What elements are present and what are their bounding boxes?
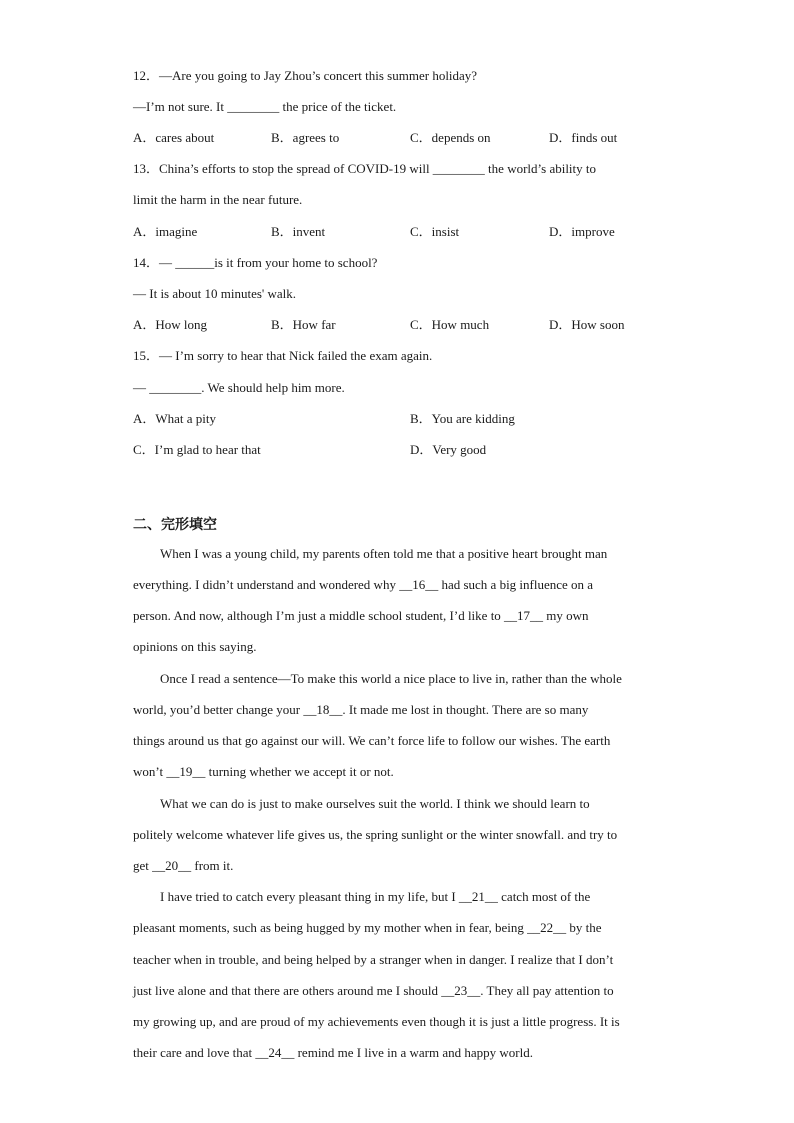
- passage-line: Once I read a sentence—To make this world a nice place to live in, rather than the whole: [160, 671, 622, 686]
- question-15-stem: 15．— I’m sorry to hear that Nick failed the exam again.: [133, 348, 433, 363]
- passage-line: When I was a young child, my parents often told me that a positive heart brought man: [160, 546, 608, 561]
- question-13-option-a[interactable]: A．imagine: [133, 224, 198, 239]
- passage-line: I have tried to catch every pleasant thing in my life, but I __21__ catch most of the: [160, 889, 591, 904]
- passage-line: just live alone and that there are others around me I should __23__. They all pay attention to: [133, 983, 614, 998]
- passage-line: opinions on this saying.: [133, 639, 257, 654]
- question-12-option-d[interactable]: D．finds out: [549, 130, 618, 145]
- passage-line: politely welcome whatever life gives us, the spring sunlight or the winter snowfall. and try to: [133, 827, 618, 842]
- question-12-option-b[interactable]: B．agrees to: [271, 130, 340, 145]
- passage-line: pleasant moments, such as being hugged by my mother when in fear, being __22__ by the: [133, 920, 602, 935]
- question-12-option-c[interactable]: C．depends on: [410, 130, 491, 145]
- passage-line: world, you’d better change your __18__. It made me lost in thought. There are so many: [133, 702, 589, 717]
- passage-line: everything. I didn’t understand and wondered why __16__ had such a big influence on a: [133, 577, 594, 592]
- passage-line: won’t __19__ turning whether we accept it or not.: [133, 764, 394, 779]
- question-15-option-c[interactable]: C．I’m glad to hear that: [133, 442, 261, 457]
- question-14-option-d[interactable]: D．How soon: [549, 317, 625, 332]
- passage-line: their care and love that __24__ remind me I live in a warm and happy world.: [133, 1045, 533, 1060]
- question-14-option-b[interactable]: B．How far: [271, 317, 336, 332]
- question-13-stem: 13．China’s efforts to stop the spread of COVID-19 will ________ the world’s ability to: [133, 161, 597, 176]
- passage-line: teacher when in trouble, and being helped by a stranger when in danger. I realize that I don’t: [133, 952, 614, 967]
- question-13-option-b[interactable]: B．invent: [271, 224, 326, 239]
- section-title-cloze: 二、完形填空: [133, 517, 217, 533]
- question-12-stem: 12．—Are you going to Jay Zhou’s concert this summer holiday?: [133, 68, 478, 83]
- question-14-option-c[interactable]: C．How much: [410, 317, 490, 332]
- question-13-stem-cont: limit the harm in the near future.: [133, 192, 303, 207]
- passage-line: person. And now, although I’m just a middle school student, I’d like to __17__ my own: [133, 608, 589, 623]
- question-13-option-d[interactable]: D．improve: [549, 224, 615, 239]
- passage-line: my growing up, and are proud of my achievements even though it is just a little progress. It is: [133, 1014, 620, 1029]
- passage-line: What we can do is just to make ourselves suit the world. I think we should learn to: [160, 796, 590, 811]
- question-15-option-b[interactable]: B．You are kidding: [410, 411, 515, 426]
- question-13-option-c[interactable]: C．insist: [410, 224, 460, 239]
- passage-line: things around us that go against our will. We can’t force life to follow our wishes. The earth: [133, 733, 611, 748]
- question-14-response: — It is about 10 minutes' walk.: [133, 286, 297, 301]
- question-15-option-a[interactable]: A．What a pity: [133, 411, 217, 426]
- question-14-stem: 14．— ______is it from your home to school?: [133, 255, 378, 270]
- question-15-response: — ________. We should help him more.: [133, 380, 345, 395]
- question-15-option-d[interactable]: D．Very good: [410, 442, 487, 457]
- question-12-option-a[interactable]: A．cares about: [133, 130, 215, 145]
- question-14-option-a[interactable]: A．How long: [133, 317, 208, 332]
- passage-line: get __20__ from it.: [133, 858, 234, 873]
- question-12-response: —I’m not sure. It ________ the price of the ticket.: [133, 99, 397, 114]
